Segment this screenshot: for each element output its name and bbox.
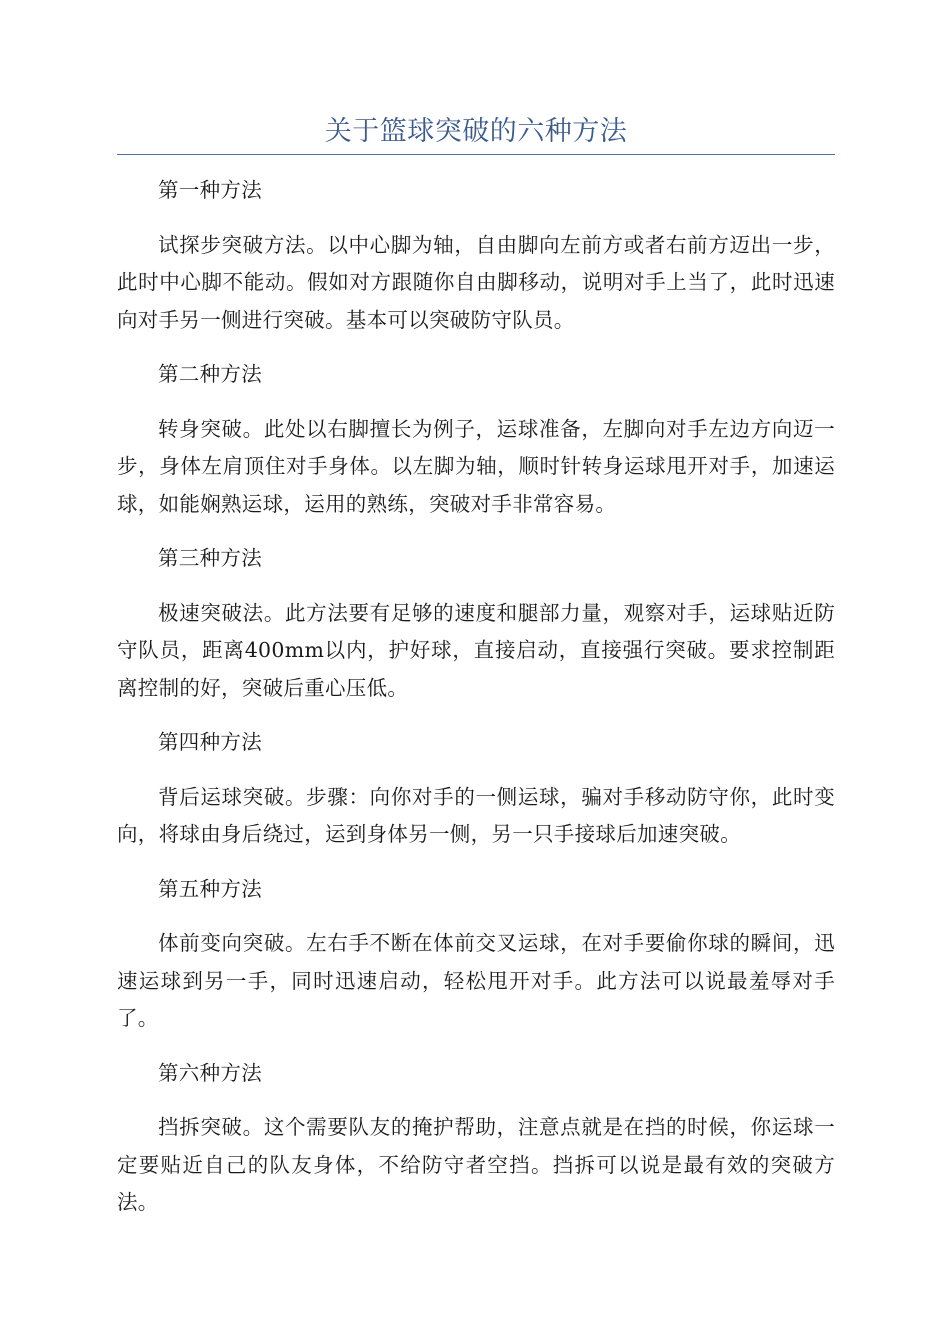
section-paragraph: 体前变向突破。左右手不断在体前交叉运球，在对手要偷你球的瞬间，迅速运球到另一手，同时迅速启动，轻松甩开对手。此方法可以说最羞辱对手了。	[117, 931, 835, 1030]
section-paragraph: 挡拆突破。这个需要队友的掩护帮助，注意点就是在挡的时候，你运球一定要贴近自己的队友身体，不给防守者空挡。挡拆可以说是最有效的突破方法。	[117, 1115, 835, 1214]
section-heading: 第一种方法	[158, 178, 262, 202]
section-heading: 第二种方法	[158, 362, 262, 386]
section-paragraph: 试探步突破方法。以中心脚为轴，自由脚向左前方或者右前方迈出一步，此时中心脚不能动。假如对方跟随你自由脚移动，说明对手上当了，此时迅速向对手另一侧进行突破。基本可以突破防守队员。	[117, 232, 835, 332]
section-paragraph: 转身突破。此处以右脚擅长为例子，运球准备，左脚向对手左边方向迈一步，身体左肩顶住对手身体。以左脚为轴，顺时针转身运球甩开对手，加速运球，如能娴熟运球，运用的熟练，突破对手非常容易。	[117, 416, 835, 516]
document-body	[117, 172, 835, 1239]
section-paragraph: 极速突破法。此方法要有足够的速度和腿部力量，观察对手，运球贴近防守队员，距离400mm以内，护好球，直接启动，直接强行突破。要求控制距离控制的好，突破后重心压低。	[117, 600, 835, 700]
section-heading: 第四种方法	[158, 730, 262, 754]
title-underline	[117, 154, 835, 155]
section-heading: 第三种方法	[158, 546, 262, 570]
section-heading: 第五种方法	[158, 876, 262, 901]
section-heading: 第六种方法	[158, 1060, 262, 1085]
document-title: 关于篮球突破的六种方法	[324, 116, 628, 147]
section-paragraph: 背后运球突破。步骤：向你对手的一侧运球，骗对手移动防守你，此时变向，将球由身后绕过，运到身体另一侧，另一只手接球后加速突破。	[117, 784, 835, 846]
